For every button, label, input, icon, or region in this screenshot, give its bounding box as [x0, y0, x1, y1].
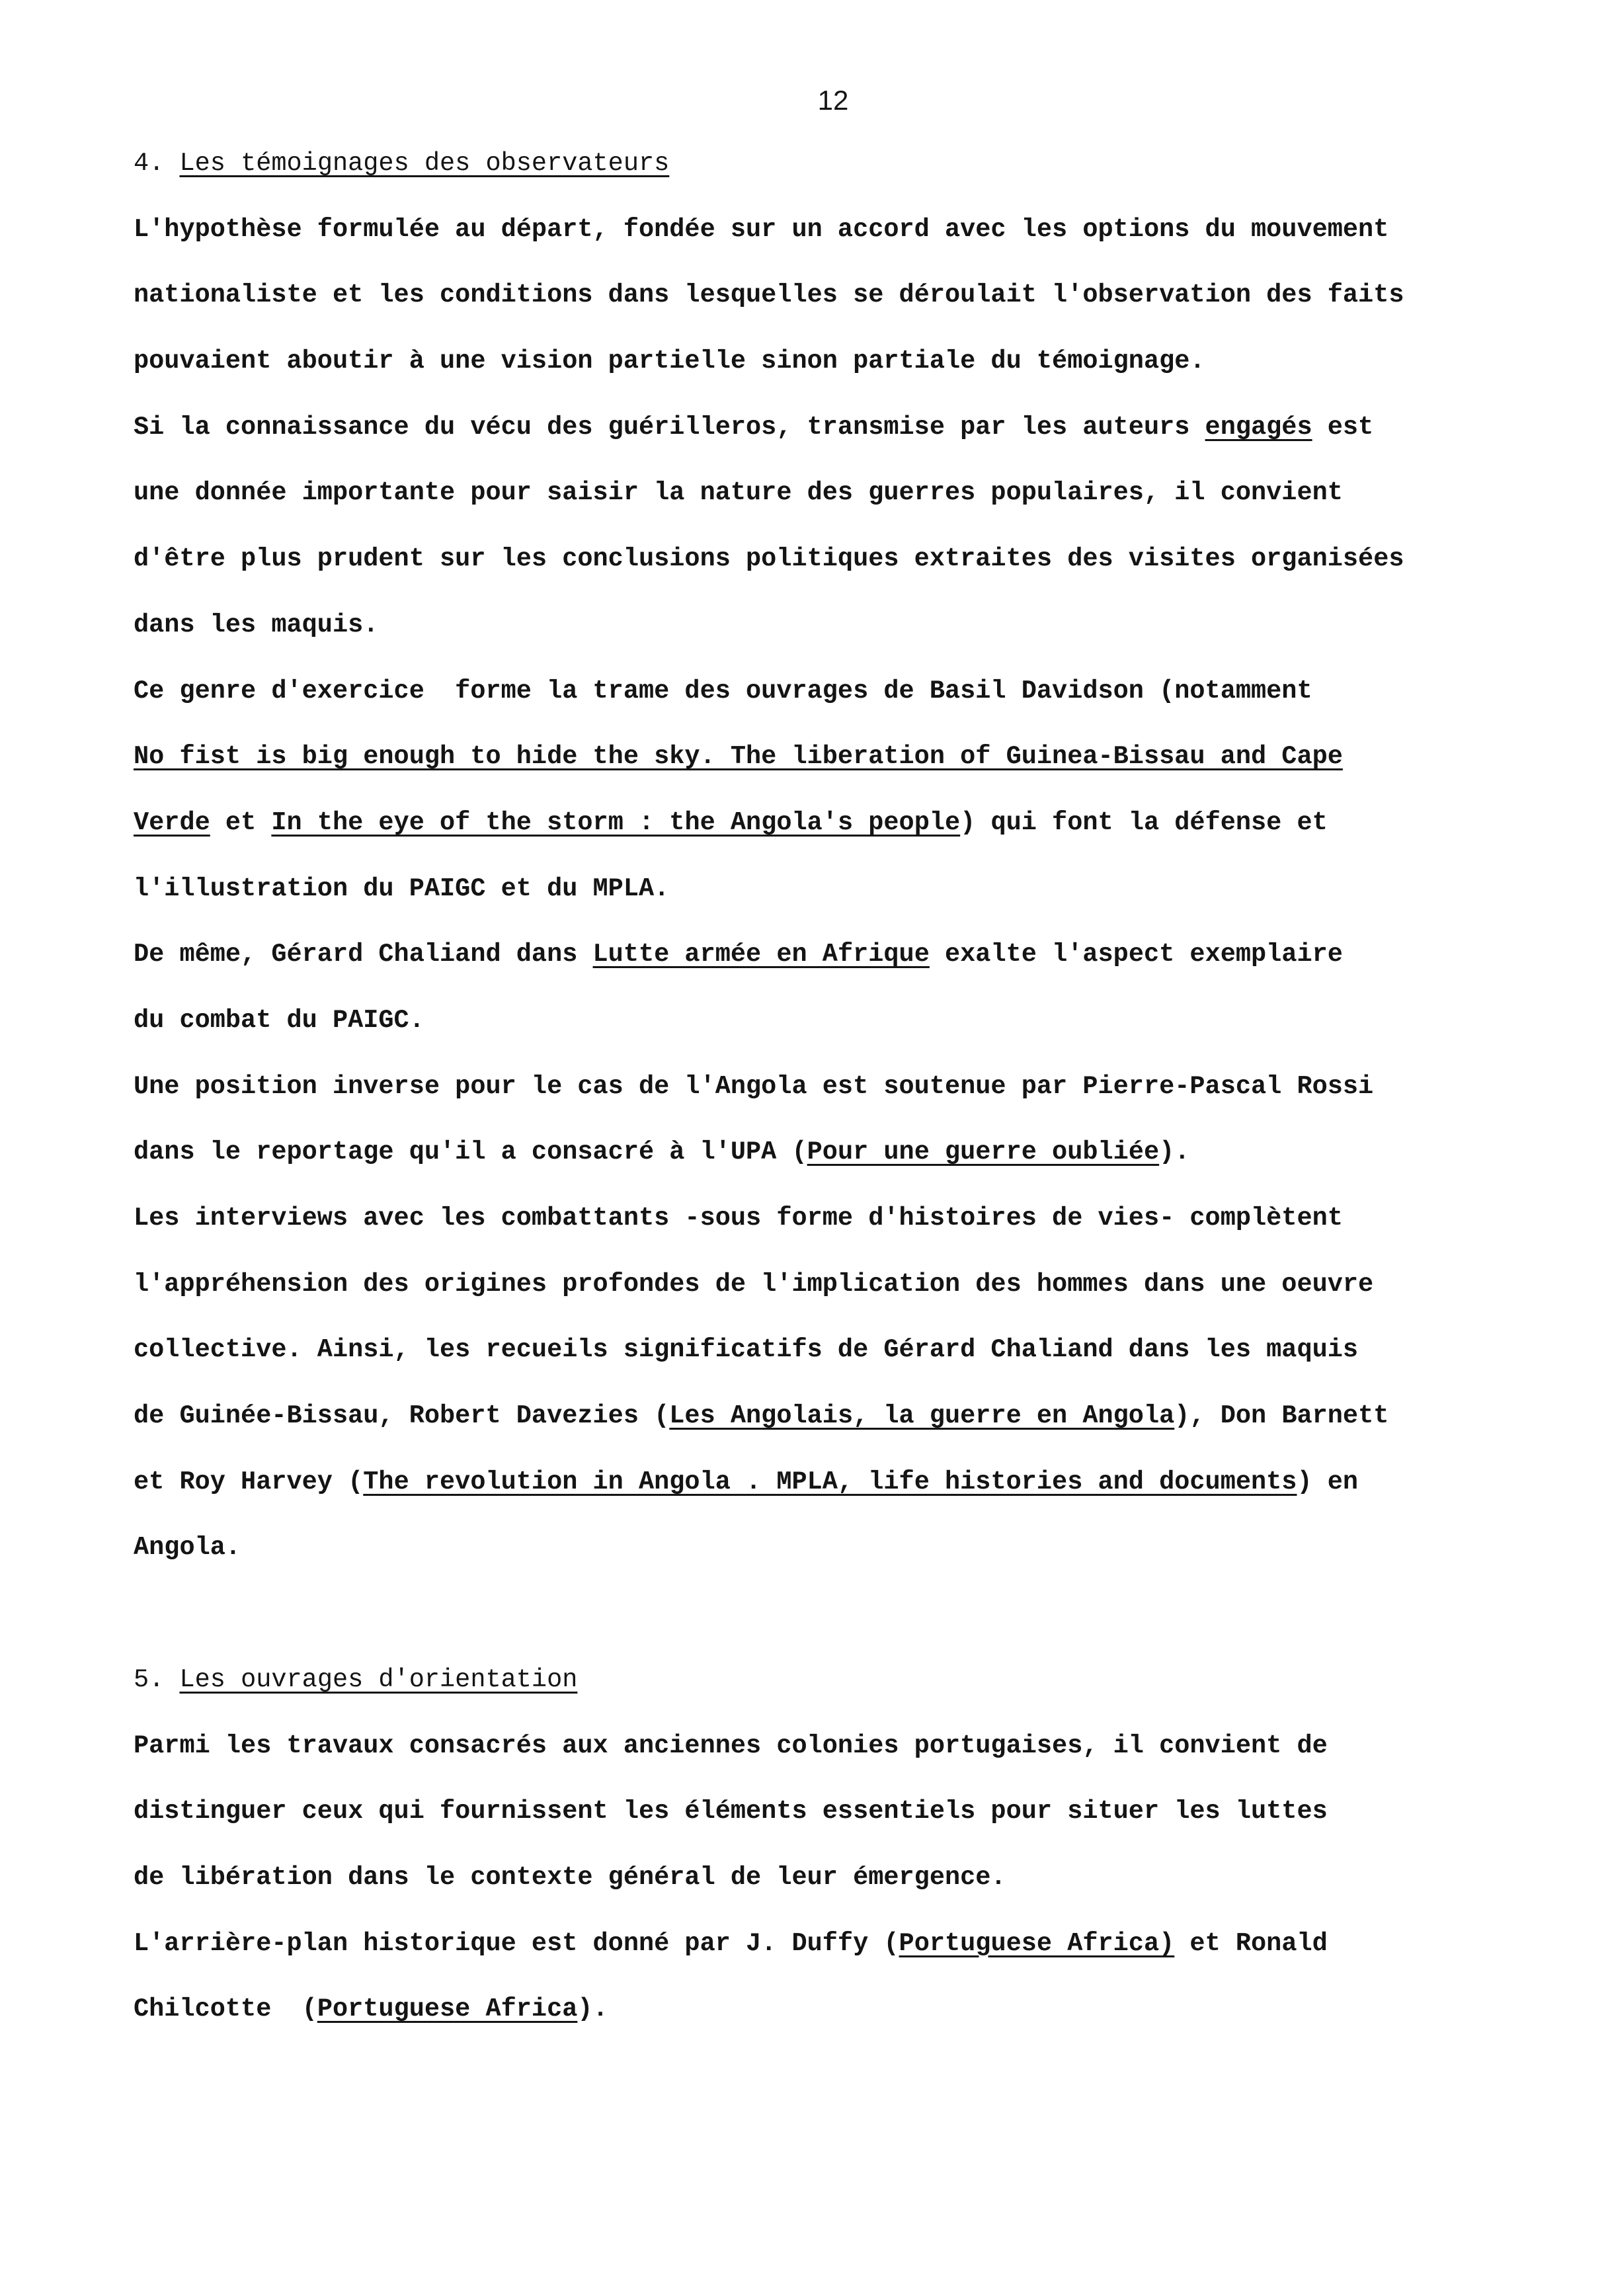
text-segment: l'appréhension des origines profondes de l'implication des hommes dans une oeuvre — [134, 1269, 1374, 1299]
text-line — [134, 1713, 1575, 1780]
text-segment: Ce genre d'exercice forme la trame des ouvrages de Basil Davidson (notamment — [134, 676, 1312, 706]
text-segment: l'illustration du PAIGC et du MPLA. — [134, 874, 670, 903]
text-segment: Angola. — [134, 1533, 241, 1563]
section-4-heading — [134, 131, 1575, 197]
section-5-title: Les ouvrages d'orientation — [179, 1664, 578, 1694]
text-line — [134, 1450, 1575, 1516]
text-segment: Parmi les travaux consacrés aux anciennes colonies portugaises, il convient de — [134, 1731, 1328, 1760]
text-line — [134, 1911, 1575, 1977]
underlined-title: No fist is big enough to hide the sky. The liberation of Guinea-Bissau and Cape — [134, 742, 1343, 772]
text-segment: et Roy Harvey ( — [134, 1467, 364, 1496]
text-line — [134, 1186, 1575, 1252]
text-line — [134, 1054, 1575, 1120]
text-line — [134, 1977, 1575, 2043]
text-line — [134, 1383, 1575, 1450]
text-segment: de libération dans le contexte général de leur émergence. — [134, 1862, 1006, 1892]
text-line — [134, 1252, 1575, 1318]
text-line — [134, 1120, 1575, 1186]
underlined-title: Les Angolais, la guerre en Angola — [669, 1401, 1175, 1431]
text-line — [134, 460, 1575, 526]
underlined-title: The revolution in Angola . MPLA, life histories and documents — [363, 1467, 1297, 1496]
section-5-body — [134, 1713, 1575, 2043]
underlined-title: Verde — [134, 807, 210, 837]
underlined-title: engagés — [1205, 412, 1312, 442]
text-segment: ), Don Barnett — [1174, 1401, 1389, 1431]
underlined-title: In the eye of the storm : the Angola's people — [271, 807, 961, 837]
text-line — [134, 329, 1575, 395]
text-line — [134, 856, 1575, 922]
text-segment: est — [1312, 412, 1374, 442]
text-segment: ). — [1159, 1137, 1190, 1167]
text-segment: Une position inverse pour le cas de l'Angola est soutenue par Pierre-Pascal Rossi — [134, 1071, 1374, 1101]
text-line — [134, 197, 1575, 263]
page-number: 12 — [817, 85, 849, 116]
text-segment: collective. Ainsi, les recueils significatifs de Gérard Chaliand dans les maquis — [134, 1335, 1359, 1365]
underlined-title: Pour une guerre oubliée — [807, 1137, 1160, 1167]
text-segment: du combat du PAIGC. — [134, 1005, 424, 1035]
text-segment: une donnée importante pour saisir la nature des guerres populaires, il convient — [134, 478, 1343, 508]
underlined-title: Portuguese Africa — [317, 1994, 578, 2024]
text-segment: dans le reportage qu'il a consacré à l'UPA ( — [134, 1137, 807, 1167]
section-5-number: 5. — [134, 1664, 165, 1694]
text-line — [134, 790, 1575, 856]
text-segment: et — [210, 807, 272, 837]
text-line — [134, 263, 1575, 329]
text-line — [134, 395, 1575, 461]
text-line — [134, 988, 1575, 1054]
text-line — [134, 593, 1575, 659]
text-segment: et Ronald — [1174, 1928, 1328, 1958]
text-segment: ) en — [1297, 1467, 1359, 1496]
text-segment: de Guinée-Bissau, Robert Davezies ( — [134, 1401, 670, 1431]
text-segment: L'arrière-plan historique est donné par J. Duffy ( — [134, 1928, 899, 1958]
section-4-number: 4. — [134, 149, 165, 178]
section-4-body — [134, 197, 1575, 1581]
text-line — [134, 724, 1575, 790]
text-segment: distinguer ceux qui fournissent les éléments essentiels pour situer les luttes — [134, 1797, 1328, 1826]
section-5-heading — [134, 1647, 1575, 1713]
text-line — [134, 1779, 1575, 1845]
underlined-title: Portuguese Africa) — [899, 1928, 1175, 1958]
text-segment: exalte l'aspect exemplaire — [929, 940, 1343, 969]
text-line — [134, 526, 1575, 593]
text-line — [134, 1845, 1575, 1911]
text-line — [134, 1317, 1575, 1383]
section-4-title: Les témoignages des observateurs — [179, 149, 670, 178]
text-line — [134, 659, 1575, 725]
text-segment: Chilcotte ( — [134, 1994, 317, 2024]
text-segment: nationaliste et les conditions dans lesquelles se déroulait l'observation des faits — [134, 280, 1404, 310]
text-segment: pouvaient aboutir à une vision partielle sinon partiale du témoignage. — [134, 347, 1205, 376]
text-segment: De même, Gérard Chaliand dans — [134, 940, 593, 969]
text-segment: ). — [577, 1994, 608, 2024]
text-segment: d'être plus prudent sur les conclusions politiques extraites des visites organisées — [134, 544, 1404, 574]
text-segment: ) qui font la défense et — [960, 807, 1328, 837]
section-spacer — [134, 1581, 1575, 1647]
text-segment: Les interviews avec les combattants -sous forme d'histoires de vies- complètent — [134, 1204, 1343, 1233]
text-segment: Si la connaissance du vécu des guérilleros, transmise par les auteurs — [134, 412, 1205, 442]
text-line — [134, 922, 1575, 988]
text-segment: dans les maquis. — [134, 610, 379, 639]
text-line — [134, 1515, 1575, 1581]
underlined-title: Lutte armée en Afrique — [592, 940, 930, 969]
text-segment: L'hypothèse formulée au départ, fondée sur un accord avec les options du mouvement — [134, 214, 1389, 244]
document-body — [134, 131, 1575, 2043]
